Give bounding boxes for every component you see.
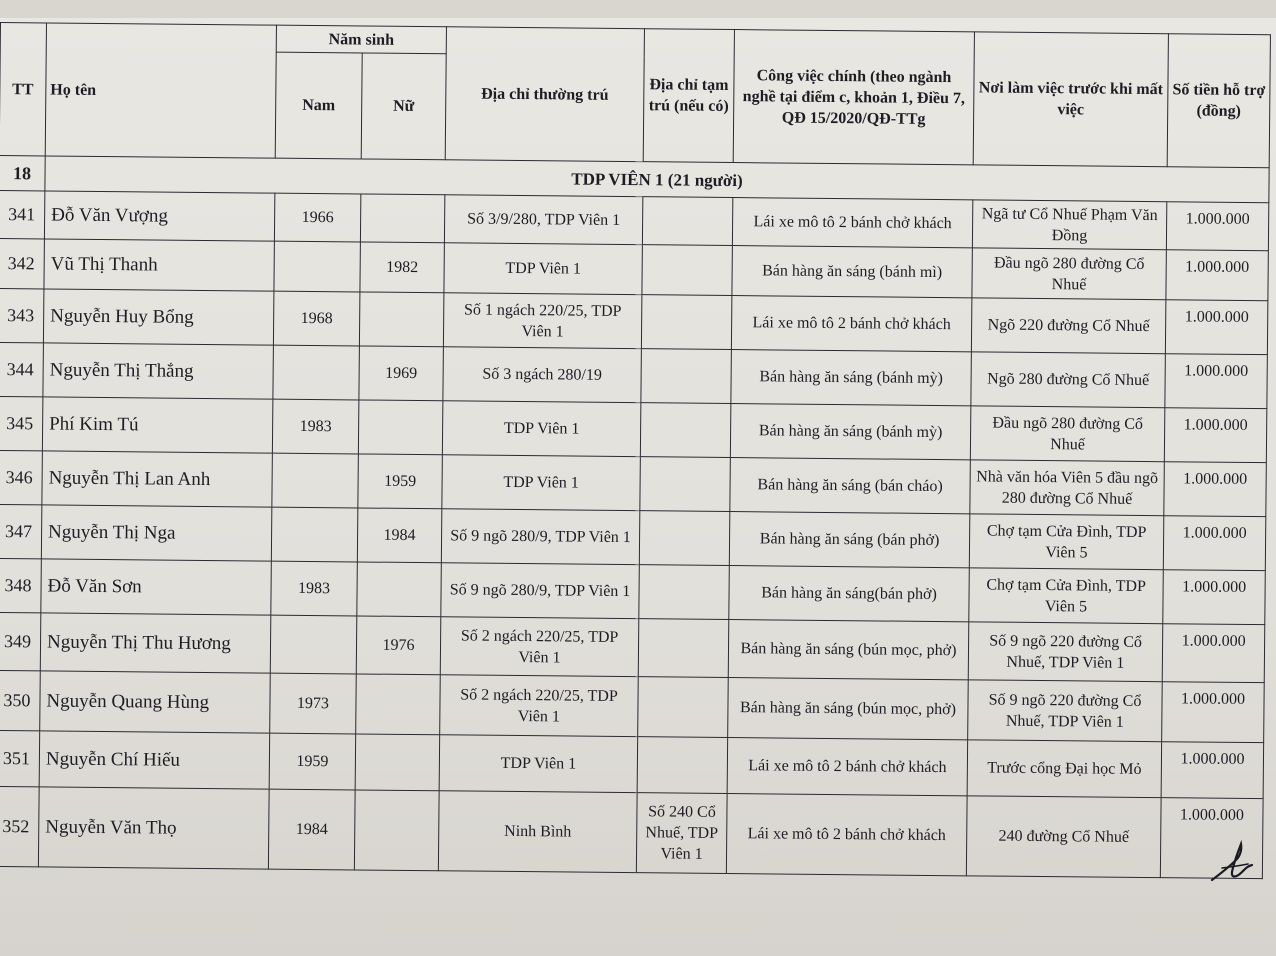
row-nam: 1966 bbox=[274, 193, 360, 242]
document-sheet bbox=[0, 22, 1270, 879]
row-cong-viec: Lái xe mô tô 2 bánh chở khách bbox=[727, 738, 968, 796]
row-noi-lam-viec: Số 9 ngõ 220 đường Cổ Nhuế, TDP Viên 1 bbox=[968, 622, 1163, 682]
row-thuong-tru: Số 2 ngách 220/25, TDP Viên 1 bbox=[440, 617, 639, 677]
row-nam bbox=[271, 507, 358, 562]
group-number: 18 bbox=[0, 155, 45, 190]
row-name: Vũ Thị Thanh bbox=[44, 239, 274, 291]
row-noi-lam-viec: Đầu ngõ 280 đường Cổ Nhuế bbox=[970, 406, 1165, 462]
row-nam: 1983 bbox=[271, 561, 358, 616]
row-tt: 352 bbox=[0, 786, 39, 866]
row-nu bbox=[354, 790, 439, 871]
header-tt: TT bbox=[0, 23, 46, 156]
row-tt: 350 bbox=[0, 670, 40, 730]
row-name: Nguyễn Thị Thu Hương bbox=[40, 613, 271, 673]
row-nu: 1959 bbox=[358, 454, 443, 509]
header-ho-ten: Họ tên bbox=[45, 23, 276, 158]
row-nu bbox=[356, 674, 441, 735]
row-cong-viec: Bán hàng ăn sáng (bánh mì) bbox=[732, 246, 972, 298]
row-thuong-tru: Số 3/9/280, TDP Viên 1 bbox=[444, 195, 642, 245]
row-tt: 344 bbox=[0, 342, 43, 396]
row-nu bbox=[359, 292, 444, 347]
group-title: TDP VIÊN 1 (21 người) bbox=[45, 156, 1269, 203]
support-list-table bbox=[0, 22, 1271, 879]
row-tt: 348 bbox=[0, 558, 41, 612]
row-tam-tru: Số 240 Cổ Nhuế, TDP Viên 1 bbox=[636, 793, 727, 874]
row-noi-lam-viec: 240 đường Cổ Nhuế bbox=[966, 796, 1161, 878]
row-nam bbox=[273, 345, 360, 400]
row-cong-viec: Lái xe mô tô 2 bánh chở khách bbox=[732, 198, 972, 248]
row-thuong-tru: Số 1 ngách 220/25, TDP Viên 1 bbox=[443, 293, 642, 349]
row-name: Nguyễn Thị Lan Anh bbox=[42, 451, 273, 507]
row-so-tien: 1.000.000 bbox=[1163, 570, 1266, 625]
row-tt: 351 bbox=[0, 730, 40, 786]
row-nam bbox=[270, 615, 357, 674]
signature-mark bbox=[1208, 838, 1256, 888]
row-nam bbox=[272, 453, 359, 508]
row-tt: 343 bbox=[0, 288, 44, 342]
row-cong-viec: Bán hàng ăn sáng (bán cháo) bbox=[730, 458, 971, 514]
header-so-tien: Số tiền hỗ trợ (đồng) bbox=[1167, 34, 1270, 168]
row-name: Đỗ Văn Vượng bbox=[44, 191, 274, 241]
row-cong-viec: Bán hàng ăn sáng(bán phở) bbox=[729, 566, 970, 622]
row-nu bbox=[358, 400, 443, 455]
row-nu: 1969 bbox=[359, 346, 444, 401]
row-tam-tru bbox=[637, 737, 728, 794]
row-thuong-tru: Số 9 ngõ 280/9, TDP Viên 1 bbox=[441, 509, 640, 565]
row-thuong-tru: TDP Viên 1 bbox=[444, 243, 642, 295]
row-thuong-tru: TDP Viên 1 bbox=[442, 401, 641, 457]
row-tt: 347 bbox=[0, 504, 42, 558]
row-noi-lam-viec: Nhà văn hóa Viên 5 đầu ngõ 280 đường Cổ Nhuế bbox=[970, 460, 1165, 516]
row-nam: 1983 bbox=[272, 399, 359, 454]
row-tt: 341 bbox=[0, 190, 45, 238]
row-name: Nguyễn Thị Nga bbox=[41, 505, 272, 561]
row-name: Phí Kim Tú bbox=[42, 397, 273, 453]
row-cong-viec: Lái xe mô tô 2 bánh chở khách bbox=[726, 794, 967, 876]
row-nam: 1959 bbox=[269, 733, 356, 790]
row-noi-lam-viec: Trước cổng Đại học Mỏ bbox=[967, 740, 1162, 798]
row-tam-tru bbox=[642, 197, 732, 246]
header-dia-chi-thuong-tru: Địa chỉ thường trú bbox=[445, 27, 644, 162]
row-tam-tru bbox=[638, 677, 729, 738]
row-thuong-tru: Số 9 ngõ 280/9, TDP Viên 1 bbox=[441, 563, 640, 619]
row-nu: 1984 bbox=[357, 508, 442, 563]
row-cong-viec: Lái xe mô tô 2 bánh chở khách bbox=[731, 296, 972, 352]
row-cong-viec: Bán hàng ăn sáng (bánh mỳ) bbox=[730, 404, 971, 460]
header-nam-sinh: Năm sinh bbox=[276, 25, 446, 54]
row-noi-lam-viec: Số 9 ngõ 220 đường Cổ Nhuế, TDP Viên 1 bbox=[968, 680, 1163, 742]
row-noi-lam-viec: Chợ tạm Cửa Đình, TDP Viên 5 bbox=[969, 514, 1164, 570]
row-nu bbox=[360, 194, 444, 243]
row-so-tien: 1.000.000 bbox=[1165, 354, 1268, 409]
row-name: Nguyễn Huy Bổng bbox=[43, 289, 274, 345]
row-name: Nguyễn Chí Hiếu bbox=[39, 731, 270, 789]
row-noi-lam-viec: Ngã tư Cổ Nhuế Phạm Văn Đồng bbox=[972, 200, 1166, 250]
row-tt: 345 bbox=[0, 396, 43, 450]
row-tam-tru bbox=[641, 295, 732, 350]
row-so-tien: 1.000.000 bbox=[1161, 742, 1264, 799]
row-cong-viec: Bán hàng ăn sáng (bún mọc, phở) bbox=[728, 678, 969, 740]
header-nu: Nữ bbox=[361, 53, 446, 160]
row-cong-viec: Bán hàng ăn sáng (bán phở) bbox=[729, 512, 970, 568]
row-name: Đỗ Văn Sơn bbox=[41, 559, 272, 615]
row-tt: 349 bbox=[0, 612, 41, 670]
row-thuong-tru: TDP Viên 1 bbox=[442, 455, 641, 511]
row-so-tien: 1.000.000 bbox=[1166, 250, 1268, 301]
row-tam-tru bbox=[639, 511, 730, 566]
row-nam: 1973 bbox=[270, 673, 357, 734]
row-noi-lam-viec: Ngõ 280 đường Cổ Nhuế bbox=[971, 352, 1166, 408]
header-noi-lam-viec: Nơi làm việc trước khi mất việc bbox=[973, 32, 1168, 167]
row-nam bbox=[274, 241, 360, 292]
row-tam-tru bbox=[639, 565, 730, 620]
row-nam: 1984 bbox=[268, 789, 355, 870]
row-tt: 346 bbox=[0, 450, 42, 504]
row-tam-tru bbox=[642, 245, 732, 296]
row-name: Nguyễn Văn Thọ bbox=[38, 787, 269, 869]
header-cong-viec: Công việc chính (theo ngành nghề tại điểm c, khoản 1, Điều 7, QĐ 15/2020/QĐ-TTg bbox=[733, 30, 974, 165]
row-nu bbox=[355, 734, 440, 791]
header-dia-chi-tam-tru: Địa chỉ tạm trú (nếu có) bbox=[643, 29, 734, 163]
row-name: Nguyễn Thị Thắng bbox=[43, 343, 274, 399]
row-nu: 1976 bbox=[356, 616, 441, 675]
row-so-tien: 1.000.000 bbox=[1163, 516, 1266, 571]
row-nu: 1982 bbox=[360, 242, 444, 293]
row-nu bbox=[357, 562, 442, 617]
row-noi-lam-viec: Đầu ngõ 280 đường Cổ Nhuế bbox=[972, 248, 1166, 300]
row-so-tien: 1.000.000 bbox=[1164, 462, 1267, 517]
row-noi-lam-viec: Ngõ 220 đường Cổ Nhuế bbox=[971, 298, 1166, 354]
table-row bbox=[0, 786, 1263, 878]
row-so-tien: 1.000.000 bbox=[1160, 798, 1263, 879]
row-thuong-tru: Số 2 ngách 220/25, TDP Viên 1 bbox=[440, 675, 639, 737]
header-nam: Nam bbox=[275, 52, 362, 159]
row-tam-tru bbox=[641, 349, 732, 404]
row-so-tien: 1.000.000 bbox=[1166, 202, 1268, 251]
row-tt: 342 bbox=[0, 238, 44, 288]
row-nam: 1968 bbox=[273, 291, 360, 346]
row-thuong-tru: Số 3 ngách 280/19 bbox=[443, 347, 642, 403]
row-name: Nguyễn Quang Hùng bbox=[40, 671, 271, 733]
row-so-tien: 1.000.000 bbox=[1164, 408, 1267, 463]
row-so-tien: 1.000.000 bbox=[1162, 624, 1265, 683]
row-cong-viec: Bán hàng ăn sáng (bún mọc, phở) bbox=[728, 620, 969, 680]
row-tam-tru bbox=[640, 403, 731, 458]
row-so-tien: 1.000.000 bbox=[1165, 300, 1268, 355]
row-tam-tru bbox=[638, 619, 729, 678]
row-thuong-tru: TDP Viên 1 bbox=[439, 735, 638, 793]
row-cong-viec: Bán hàng ăn sáng (bánh mỳ) bbox=[731, 350, 972, 406]
row-so-tien: 1.000.000 bbox=[1162, 682, 1265, 743]
row-thuong-tru: Ninh Bình bbox=[438, 791, 637, 873]
row-tam-tru bbox=[640, 457, 731, 512]
row-noi-lam-viec: Chợ tạm Cửa Đình, TDP Viên 5 bbox=[969, 568, 1164, 624]
